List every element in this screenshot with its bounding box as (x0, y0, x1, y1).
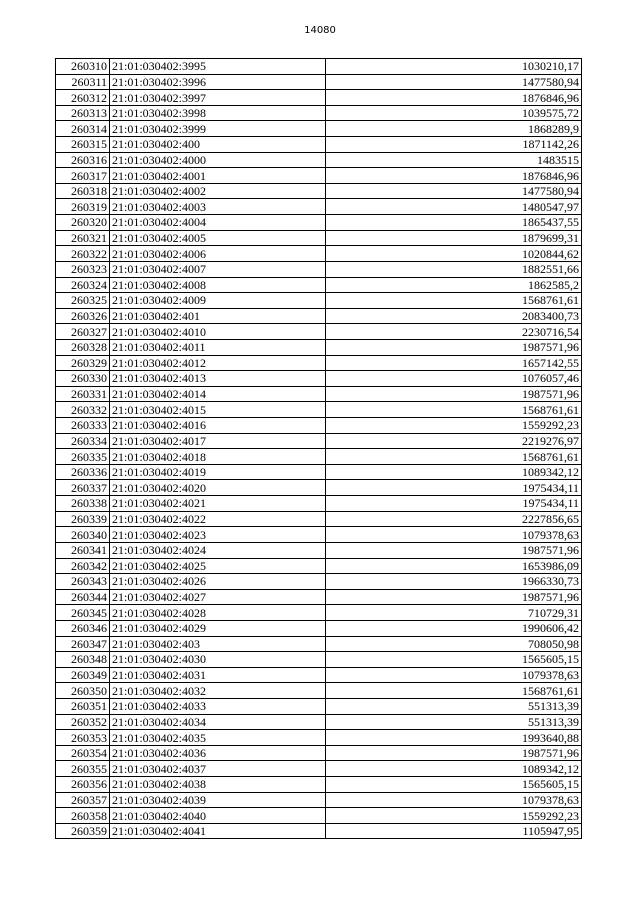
cadastral-value-cell: 1568761,61 (326, 683, 582, 699)
cadastral-value-cell: 1568761,61 (326, 449, 582, 465)
table-row (56, 808, 582, 824)
row-number-cell: 260349 (56, 667, 110, 683)
row-number-cell: 260325 (56, 293, 110, 309)
table-row (56, 324, 582, 340)
row-number-cell: 260317 (56, 168, 110, 184)
row-number-cell: 260343 (56, 574, 110, 590)
table-row (56, 698, 582, 714)
row-number-cell: 260353 (56, 730, 110, 746)
table-row (56, 558, 582, 574)
cadastral-number-cell: 21:01:030402:4030 (110, 652, 326, 668)
cadastral-number-cell: 21:01:030402:4013 (110, 371, 326, 387)
row-number-cell: 260314 (56, 121, 110, 137)
cadastral-value-cell: 1993640,88 (326, 730, 582, 746)
table-row (56, 246, 582, 262)
cadastral-number-cell: 21:01:030402:4026 (110, 574, 326, 590)
cadastral-number-cell: 21:01:030402:4014 (110, 386, 326, 402)
cadastral-number-cell: 21:01:030402:4036 (110, 745, 326, 761)
cadastral-value-cell: 1862585,2 (326, 277, 582, 293)
row-number-cell: 260350 (56, 683, 110, 699)
table-row (56, 339, 582, 355)
table-row (56, 230, 582, 246)
table-row (56, 168, 582, 184)
cadastral-value-cell: 551313,39 (326, 714, 582, 730)
cadastral-number-cell: 21:01:030402:4020 (110, 480, 326, 496)
row-number-cell: 260310 (56, 59, 110, 75)
row-number-cell: 260331 (56, 386, 110, 402)
cadastral-value-cell: 1653986,09 (326, 558, 582, 574)
cadastral-number-cell: 21:01:030402:4034 (110, 714, 326, 730)
table-row (56, 620, 582, 636)
row-number-cell: 260316 (56, 152, 110, 168)
row-number-cell: 260351 (56, 698, 110, 714)
cadastral-value-cell: 1079378,63 (326, 667, 582, 683)
table-row (56, 74, 582, 90)
table-row (56, 355, 582, 371)
row-number-cell: 260311 (56, 74, 110, 90)
cadastral-number-cell: 21:01:030402:401 (110, 308, 326, 324)
cadastral-value-cell: 1987571,96 (326, 745, 582, 761)
table-row (56, 386, 582, 402)
cadastral-value-cell: 1565605,15 (326, 777, 582, 793)
cadastral-number-cell: 21:01:030402:4027 (110, 589, 326, 605)
table-row (56, 105, 582, 121)
cadastral-number-cell: 21:01:030402:4037 (110, 761, 326, 777)
table-row (56, 667, 582, 683)
cadastral-number-cell: 21:01:030402:4024 (110, 542, 326, 558)
row-number-cell: 260320 (56, 215, 110, 231)
cadastral-value-cell: 1865437,55 (326, 215, 582, 231)
cadastral-number-cell: 21:01:030402:4017 (110, 433, 326, 449)
cadastral-value-cell: 1559292,23 (326, 418, 582, 434)
cadastral-value-cell: 1987571,96 (326, 339, 582, 355)
table-row (56, 777, 582, 793)
table-row (56, 90, 582, 106)
cadastral-value-table (55, 58, 582, 839)
cadastral-value-cell: 1975434,11 (326, 496, 582, 512)
row-number-cell: 260358 (56, 808, 110, 824)
cadastral-value-cell: 1480547,97 (326, 199, 582, 215)
page-number: 14080 (304, 25, 336, 36)
cadastral-value-cell: 1657142,55 (326, 355, 582, 371)
table-row (56, 371, 582, 387)
row-number-cell: 260339 (56, 511, 110, 527)
row-number-cell: 260318 (56, 183, 110, 199)
cadastral-number-cell: 21:01:030402:4015 (110, 402, 326, 418)
row-number-cell: 260356 (56, 777, 110, 793)
row-number-cell: 260337 (56, 480, 110, 496)
cadastral-value-cell: 1966330,73 (326, 574, 582, 590)
table-row (56, 183, 582, 199)
table-row (56, 652, 582, 668)
cadastral-value-cell: 1975434,11 (326, 480, 582, 496)
table-row (56, 605, 582, 621)
table-row (56, 714, 582, 730)
table-row (56, 137, 582, 153)
cadastral-number-cell: 21:01:030402:4019 (110, 464, 326, 480)
row-number-cell: 260335 (56, 449, 110, 465)
cadastral-value-cell: 1076057,46 (326, 371, 582, 387)
cadastral-number-cell: 21:01:030402:4007 (110, 261, 326, 277)
table-row (56, 527, 582, 543)
table-row (56, 418, 582, 434)
cadastral-number-cell: 21:01:030402:4003 (110, 199, 326, 215)
cadastral-value-cell: 1089342,12 (326, 464, 582, 480)
cadastral-number-cell: 21:01:030402:4002 (110, 183, 326, 199)
table-row (56, 464, 582, 480)
cadastral-number-cell: 21:01:030402:4035 (110, 730, 326, 746)
cadastral-number-cell: 21:01:030402:4033 (110, 698, 326, 714)
cadastral-number-cell: 21:01:030402:4008 (110, 277, 326, 293)
row-number-cell: 260344 (56, 589, 110, 605)
cadastral-number-cell: 21:01:030402:4032 (110, 683, 326, 699)
row-number-cell: 260346 (56, 620, 110, 636)
cadastral-number-cell: 21:01:030402:3998 (110, 105, 326, 121)
row-number-cell: 260336 (56, 464, 110, 480)
cadastral-number-cell: 21:01:030402:4004 (110, 215, 326, 231)
row-number-cell: 260326 (56, 308, 110, 324)
cadastral-number-cell: 21:01:030402:4022 (110, 511, 326, 527)
cadastral-number-cell: 21:01:030402:4023 (110, 527, 326, 543)
table-row (56, 589, 582, 605)
row-number-cell: 260352 (56, 714, 110, 730)
cadastral-value-cell: 1568761,61 (326, 293, 582, 309)
row-number-cell: 260340 (56, 527, 110, 543)
cadastral-number-cell: 21:01:030402:4016 (110, 418, 326, 434)
table-row (56, 402, 582, 418)
cadastral-number-cell: 21:01:030402:4028 (110, 605, 326, 621)
table-row (56, 261, 582, 277)
cadastral-value-cell: 1990606,42 (326, 620, 582, 636)
table-row (56, 730, 582, 746)
cadastral-value-cell: 2230716,54 (326, 324, 582, 340)
cadastral-value-cell: 1882551,66 (326, 261, 582, 277)
row-number-cell: 260329 (56, 355, 110, 371)
cadastral-value-cell: 2083400,73 (326, 308, 582, 324)
table-row (56, 823, 582, 839)
cadastral-value-cell: 1987571,96 (326, 589, 582, 605)
cadastral-number-cell: 21:01:030402:4011 (110, 339, 326, 355)
cadastral-number-cell: 21:01:030402:4038 (110, 777, 326, 793)
cadastral-number-cell: 21:01:030402:4006 (110, 246, 326, 262)
row-number-cell: 260328 (56, 339, 110, 355)
cadastral-number-cell: 21:01:030402:4000 (110, 152, 326, 168)
table-row (56, 433, 582, 449)
table-row (56, 449, 582, 465)
row-number-cell: 260332 (56, 402, 110, 418)
cadastral-value-cell: 2227856,65 (326, 511, 582, 527)
table-row (56, 792, 582, 808)
cadastral-value-cell: 1477580,94 (326, 183, 582, 199)
row-number-cell: 260333 (56, 418, 110, 434)
row-number-cell: 260319 (56, 199, 110, 215)
row-number-cell: 260341 (56, 542, 110, 558)
cadastral-number-cell: 21:01:030402:4040 (110, 808, 326, 824)
table-row (56, 199, 582, 215)
table-row (56, 308, 582, 324)
cadastral-value-cell: 1039575,72 (326, 105, 582, 121)
cadastral-value-cell: 1020844,62 (326, 246, 582, 262)
cadastral-number-cell: 21:01:030402:4018 (110, 449, 326, 465)
cadastral-value-cell: 2219276,97 (326, 433, 582, 449)
cadastral-number-cell: 21:01:030402:4039 (110, 792, 326, 808)
cadastral-value-cell: 708050,98 (326, 636, 582, 652)
cadastral-number-cell: 21:01:030402:4012 (110, 355, 326, 371)
row-number-cell: 260334 (56, 433, 110, 449)
row-number-cell: 260338 (56, 496, 110, 512)
table-row (56, 496, 582, 512)
cadastral-value-cell: 1483515 (326, 152, 582, 168)
cadastral-value-cell: 1079378,63 (326, 792, 582, 808)
cadastral-number-cell: 21:01:030402:3995 (110, 59, 326, 75)
table-row (56, 480, 582, 496)
cadastral-number-cell: 21:01:030402:4029 (110, 620, 326, 636)
cadastral-value-cell: 1987571,96 (326, 386, 582, 402)
table-row (56, 574, 582, 590)
table-row (56, 215, 582, 231)
row-number-cell: 260324 (56, 277, 110, 293)
cadastral-number-cell: 21:01:030402:3999 (110, 121, 326, 137)
cadastral-number-cell: 21:01:030402:4021 (110, 496, 326, 512)
cadastral-value-cell: 1568761,61 (326, 402, 582, 418)
table-row (56, 761, 582, 777)
table-row (56, 121, 582, 137)
cadastral-value-cell: 1105947,95 (326, 823, 582, 839)
cadastral-number-cell: 21:01:030402:4001 (110, 168, 326, 184)
cadastral-value-cell: 1565605,15 (326, 652, 582, 668)
table-row (56, 152, 582, 168)
row-number-cell: 260312 (56, 90, 110, 106)
cadastral-value-cell: 1871142,26 (326, 137, 582, 153)
row-number-cell: 260327 (56, 324, 110, 340)
row-number-cell: 260342 (56, 558, 110, 574)
row-number-cell: 260357 (56, 792, 110, 808)
cadastral-value-cell: 1477580,94 (326, 74, 582, 90)
cadastral-number-cell: 21:01:030402:4009 (110, 293, 326, 309)
table-row (56, 542, 582, 558)
cadastral-value-cell: 551313,39 (326, 698, 582, 714)
row-number-cell: 260347 (56, 636, 110, 652)
cadastral-value-cell: 1079378,63 (326, 527, 582, 543)
cadastral-number-cell: 21:01:030402:4041 (110, 823, 326, 839)
row-number-cell: 260313 (56, 105, 110, 121)
table-row (56, 59, 582, 75)
cadastral-value-cell: 710729,31 (326, 605, 582, 621)
cadastral-value-cell: 1987571,96 (326, 542, 582, 558)
row-number-cell: 260315 (56, 137, 110, 153)
row-number-cell: 260321 (56, 230, 110, 246)
table-body (56, 59, 582, 839)
table-row (56, 511, 582, 527)
cadastral-number-cell: 21:01:030402:3996 (110, 74, 326, 90)
cadastral-value-cell: 1876846,96 (326, 168, 582, 184)
cadastral-number-cell: 21:01:030402:400 (110, 137, 326, 153)
cadastral-value-cell: 1879699,31 (326, 230, 582, 246)
cadastral-value-cell: 1559292,23 (326, 808, 582, 824)
table-row (56, 293, 582, 309)
cadastral-number-cell: 21:01:030402:403 (110, 636, 326, 652)
row-number-cell: 260323 (56, 261, 110, 277)
table-row (56, 277, 582, 293)
cadastral-value-cell: 1089342,12 (326, 761, 582, 777)
cadastral-value-cell: 1876846,96 (326, 90, 582, 106)
row-number-cell: 260330 (56, 371, 110, 387)
table-row (56, 745, 582, 761)
cadastral-number-cell: 21:01:030402:3997 (110, 90, 326, 106)
cadastral-number-cell: 21:01:030402:4005 (110, 230, 326, 246)
row-number-cell: 260322 (56, 246, 110, 262)
cadastral-number-cell: 21:01:030402:4031 (110, 667, 326, 683)
table-row (56, 636, 582, 652)
row-number-cell: 260355 (56, 761, 110, 777)
cadastral-value-cell: 1030210,17 (326, 59, 582, 75)
row-number-cell: 260354 (56, 745, 110, 761)
row-number-cell: 260345 (56, 605, 110, 621)
row-number-cell: 260359 (56, 823, 110, 839)
table-row (56, 683, 582, 699)
cadastral-value-cell: 1868289,9 (326, 121, 582, 137)
row-number-cell: 260348 (56, 652, 110, 668)
cadastral-number-cell: 21:01:030402:4025 (110, 558, 326, 574)
cadastral-number-cell: 21:01:030402:4010 (110, 324, 326, 340)
